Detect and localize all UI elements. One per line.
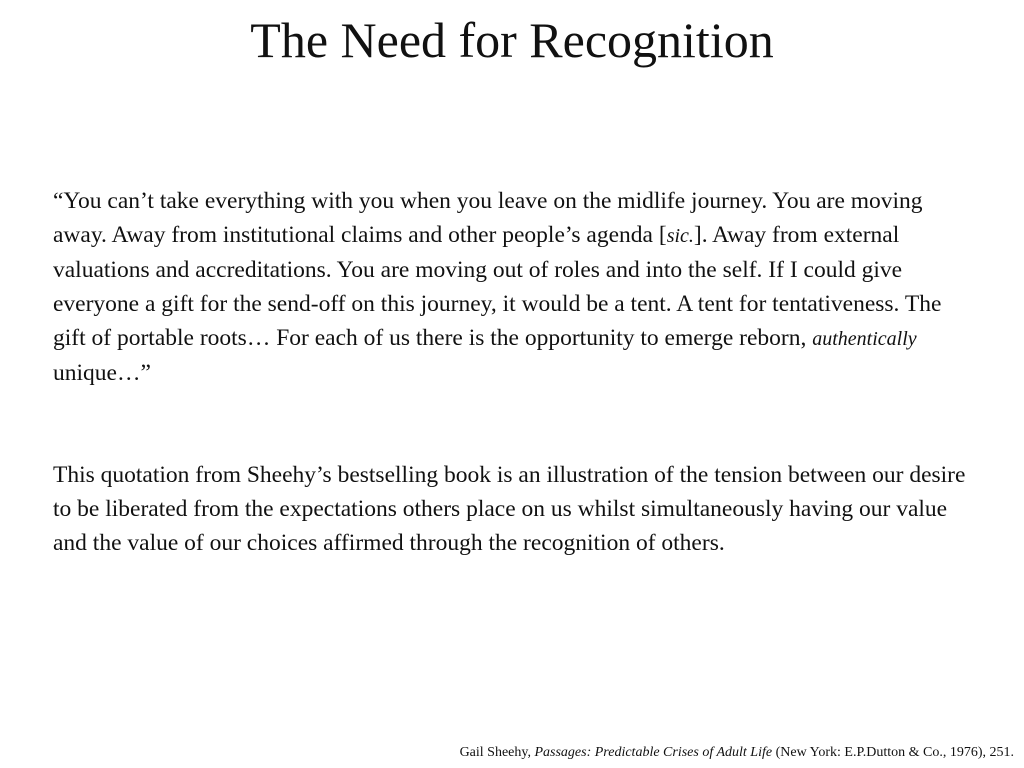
commentary-paragraph: This quotation from Sheehy’s bestselling book is an illustration of the tension between our desire to be liberated from the expectations others place on us whilst simultaneously having our value and the value of our choices affirmed through the recognition of others.	[53, 462, 966, 556]
quote-emphasis: authentically	[812, 328, 917, 350]
quote-text-start: “You can’t take everything with you when you leave on the midlife journey. You are moving away. Away from institutional claims and other people’s agenda [	[53, 188, 923, 248]
footnote-author: Gail Sheehy,	[459, 745, 535, 760]
quotation-paragraph	[53, 184, 978, 390]
footnote-book-title: Passages: Predictable Crises of Adult Life	[534, 745, 773, 760]
quote-text-end: unique…”	[53, 360, 151, 386]
footnote-citation	[460, 743, 1014, 763]
quote-text-middle: ]. Away from external valuations and accreditations. You are moving out of roles and into the self. If I could give everyone a gift for the send-off on this journey, it would be a tent. A tent for tentativeness. The gift of portable roots… For each of us there is the opportunity to emerge reborn,	[53, 222, 942, 351]
slide-title: The Need for Recognition	[250, 12, 774, 68]
sic-annotation: sic.	[666, 225, 694, 247]
footnote-publication: (New York: E.P.Dutton & Co., 1976), 251.	[772, 745, 1014, 760]
